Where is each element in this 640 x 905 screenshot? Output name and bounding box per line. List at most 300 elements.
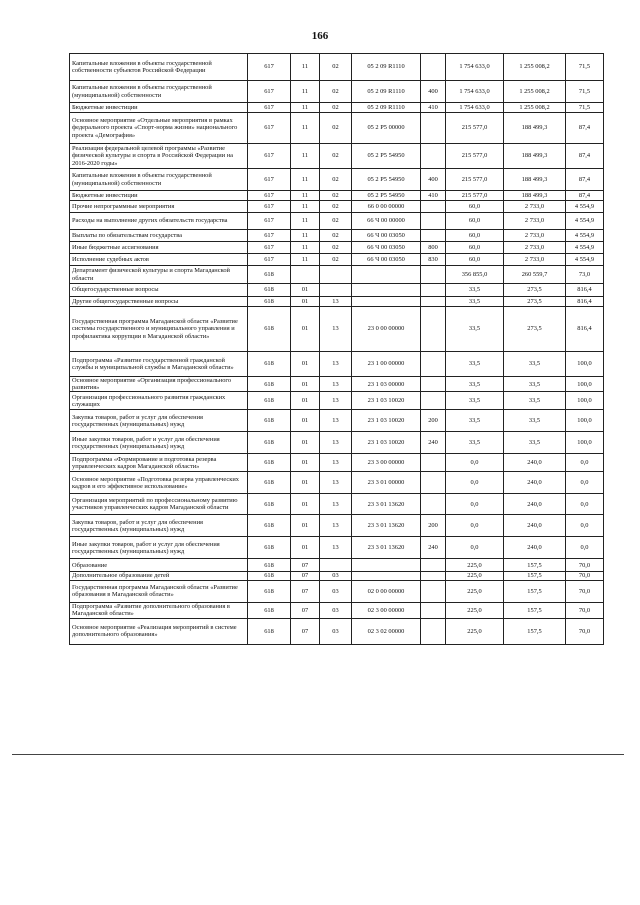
podrazdel-cell: 03	[320, 580, 352, 602]
actual-amount-cell: 1 255 008,2	[504, 81, 566, 103]
table-row	[70, 266, 604, 284]
vedomstvo-cell: 617	[248, 242, 291, 254]
table-row	[70, 472, 604, 494]
vedomstvo-cell: 618	[248, 515, 291, 537]
table-row	[70, 307, 604, 352]
percent-cell: 816,4	[566, 284, 604, 297]
row-name-cell: Бюджетные инвестиции	[70, 191, 248, 201]
podrazdel-cell: 02	[320, 191, 352, 201]
target-article-cell: 23 1 00 00000	[352, 352, 421, 377]
plan-amount-cell: 33,5	[446, 432, 504, 454]
percent-cell: 4 554,9	[566, 242, 604, 254]
razdel-cell: 11	[291, 144, 320, 169]
table-row	[70, 580, 604, 602]
table-row	[70, 410, 604, 432]
target-article-cell: 23 3 01 13620	[352, 515, 421, 537]
target-article-cell: 66 0 00 00000	[352, 201, 421, 213]
row-name-cell: Выплаты по обязательствам государства	[70, 230, 248, 242]
table-row	[70, 144, 604, 169]
table-row	[70, 559, 604, 572]
expense-type-cell: 400	[421, 169, 446, 191]
actual-amount-cell: 2 733,0	[504, 201, 566, 213]
target-article-cell: 02 3 00 00000	[352, 602, 421, 618]
row-name-cell: Дополнительное образование детей	[70, 572, 248, 580]
actual-amount-cell: 2 733,0	[504, 213, 566, 230]
plan-amount-cell: 0,0	[446, 515, 504, 537]
actual-amount-cell: 33,5	[504, 392, 566, 410]
actual-amount-cell: 33,5	[504, 352, 566, 377]
percent-cell: 100,0	[566, 432, 604, 454]
podrazdel-cell: 03	[320, 602, 352, 618]
vedomstvo-cell: 618	[248, 432, 291, 454]
row-name-cell: Другие общегосударственные вопросы	[70, 297, 248, 307]
expense-type-cell: 410	[421, 191, 446, 201]
actual-amount-cell: 2 733,0	[504, 230, 566, 242]
percent-cell: 87,4	[566, 169, 604, 191]
actual-amount-cell: 157,5	[504, 572, 566, 580]
target-article-cell: 05 2 P5 54950	[352, 144, 421, 169]
podrazdel-cell: 02	[320, 81, 352, 103]
podrazdel-cell: 13	[320, 307, 352, 352]
podrazdel-cell: 02	[320, 230, 352, 242]
target-article-cell: 05 2 09 R1110	[352, 81, 421, 103]
podrazdel-cell: 03	[320, 572, 352, 580]
plan-amount-cell: 356 855,0	[446, 266, 504, 284]
percent-cell: 70,0	[566, 572, 604, 580]
actual-amount-cell: 2 733,0	[504, 242, 566, 254]
actual-amount-cell: 240,0	[504, 537, 566, 559]
razdel-cell: 01	[291, 392, 320, 410]
plan-amount-cell: 225,0	[446, 618, 504, 644]
expense-type-cell	[421, 213, 446, 230]
vedomstvo-cell: 618	[248, 618, 291, 644]
actual-amount-cell: 188 499,3	[504, 169, 566, 191]
expense-type-cell	[421, 618, 446, 644]
table-row	[70, 377, 604, 392]
razdel-cell: 11	[291, 54, 320, 81]
actual-amount-cell: 1 255 008,2	[504, 103, 566, 113]
actual-amount-cell: 188 499,3	[504, 113, 566, 144]
expense-type-cell	[421, 230, 446, 242]
row-name-cell: Государственная программа Магаданской области «Развитие системы государственного и муниципального управления и профилактика коррупции в Магаданской области»	[70, 307, 248, 352]
plan-amount-cell: 60,0	[446, 201, 504, 213]
podrazdel-cell: 02	[320, 54, 352, 81]
actual-amount-cell: 273,5	[504, 284, 566, 297]
vedomstvo-cell: 617	[248, 113, 291, 144]
vedomstvo-cell: 618	[248, 494, 291, 515]
podrazdel-cell: 13	[320, 432, 352, 454]
percent-cell: 70,0	[566, 580, 604, 602]
target-article-cell: 66 Ч 00 00000	[352, 213, 421, 230]
actual-amount-cell: 240,0	[504, 494, 566, 515]
percent-cell: 0,0	[566, 537, 604, 559]
expense-type-cell: 400	[421, 81, 446, 103]
actual-amount-cell: 188 499,3	[504, 191, 566, 201]
actual-amount-cell: 33,5	[504, 432, 566, 454]
table-row	[70, 284, 604, 297]
expense-type-cell	[421, 580, 446, 602]
podrazdel-cell: 02	[320, 113, 352, 144]
plan-amount-cell: 225,0	[446, 580, 504, 602]
expense-type-cell	[421, 454, 446, 472]
row-name-cell: Организация мероприятий по профессиональному развитию участников управленческих кадров Магаданской области	[70, 494, 248, 515]
table-row	[70, 242, 604, 254]
razdel-cell: 11	[291, 103, 320, 113]
percent-cell: 100,0	[566, 352, 604, 377]
target-article-cell	[352, 266, 421, 284]
expense-type-cell	[421, 377, 446, 392]
percent-cell: 0,0	[566, 454, 604, 472]
plan-amount-cell: 60,0	[446, 230, 504, 242]
table-row	[70, 191, 604, 201]
percent-cell: 816,4	[566, 297, 604, 307]
actual-amount-cell: 188 499,3	[504, 144, 566, 169]
plan-amount-cell: 0,0	[446, 494, 504, 515]
row-name-cell: Капитальные вложения в объекты государственной собственности субъектов Российской Федерации	[70, 54, 248, 81]
razdel-cell: 01	[291, 472, 320, 494]
podrazdel-cell: 02	[320, 242, 352, 254]
percent-cell: 71,5	[566, 54, 604, 81]
expense-type-cell	[421, 472, 446, 494]
razdel-cell: 11	[291, 242, 320, 254]
expense-type-cell	[421, 113, 446, 144]
actual-amount-cell: 260 559,7	[504, 266, 566, 284]
vedomstvo-cell: 617	[248, 254, 291, 266]
expense-type-cell: 200	[421, 515, 446, 537]
actual-amount-cell: 33,5	[504, 377, 566, 392]
expense-type-cell: 800	[421, 242, 446, 254]
vedomstvo-cell: 617	[248, 103, 291, 113]
percent-cell: 87,4	[566, 144, 604, 169]
plan-amount-cell: 215 577,0	[446, 191, 504, 201]
percent-cell: 73,0	[566, 266, 604, 284]
podrazdel-cell	[320, 284, 352, 297]
row-name-cell: Основное мероприятие «Подготовка резерва управленческих кадров и его эффективное использование»	[70, 472, 248, 494]
expense-type-cell: 830	[421, 254, 446, 266]
table-row	[70, 432, 604, 454]
razdel-cell: 01	[291, 284, 320, 297]
plan-amount-cell: 60,0	[446, 213, 504, 230]
expense-type-cell: 240	[421, 432, 446, 454]
vedomstvo-cell: 618	[248, 410, 291, 432]
expense-type-cell	[421, 559, 446, 572]
plan-amount-cell: 225,0	[446, 572, 504, 580]
expense-type-cell: 200	[421, 410, 446, 432]
vedomstvo-cell: 618	[248, 352, 291, 377]
razdel-cell: 11	[291, 230, 320, 242]
percent-cell: 100,0	[566, 377, 604, 392]
target-article-cell: 05 2 09 R1110	[352, 54, 421, 81]
table-row	[70, 103, 604, 113]
vedomstvo-cell: 618	[248, 559, 291, 572]
row-name-cell: Капитальные вложения в объекты государственной (муниципальной) собственности	[70, 169, 248, 191]
podrazdel-cell	[320, 559, 352, 572]
razdel-cell: 01	[291, 410, 320, 432]
plan-amount-cell: 33,5	[446, 377, 504, 392]
plan-amount-cell: 225,0	[446, 602, 504, 618]
razdel-cell: 07	[291, 572, 320, 580]
table-row	[70, 81, 604, 103]
actual-amount-cell: 157,5	[504, 618, 566, 644]
razdel-cell: 11	[291, 113, 320, 144]
razdel-cell: 07	[291, 559, 320, 572]
podrazdel-cell: 13	[320, 297, 352, 307]
razdel-cell: 01	[291, 377, 320, 392]
target-article-cell: 05 2 P5 00000	[352, 113, 421, 144]
table-row	[70, 352, 604, 377]
table-row	[70, 169, 604, 191]
razdel-cell: 01	[291, 432, 320, 454]
target-article-cell: 23 3 00 00000	[352, 454, 421, 472]
plan-amount-cell: 215 577,0	[446, 144, 504, 169]
plan-amount-cell: 33,5	[446, 307, 504, 352]
table-row	[70, 113, 604, 144]
podrazdel-cell: 13	[320, 410, 352, 432]
page-number: 166	[311, 30, 329, 42]
podrazdel-cell: 13	[320, 392, 352, 410]
actual-amount-cell: 157,5	[504, 559, 566, 572]
vedomstvo-cell: 618	[248, 454, 291, 472]
vedomstvo-cell: 618	[248, 297, 291, 307]
vedomstvo-cell: 618	[248, 284, 291, 297]
row-name-cell: Иные закупки товаров, работ и услуг для обеспечения государственных (муниципальных) нужд	[70, 537, 248, 559]
row-name-cell: Расходы на выполнение других обязательств государства	[70, 213, 248, 230]
razdel-cell: 11	[291, 191, 320, 201]
razdel-cell: 07	[291, 580, 320, 602]
target-article-cell: 23 1 03 10020	[352, 410, 421, 432]
plan-amount-cell: 225,0	[446, 559, 504, 572]
razdel-cell: 01	[291, 352, 320, 377]
vedomstvo-cell: 617	[248, 144, 291, 169]
row-name-cell: Исполнение судебных актов	[70, 254, 248, 266]
plan-amount-cell: 215 577,0	[446, 113, 504, 144]
vedomstvo-cell: 618	[248, 537, 291, 559]
plan-amount-cell: 1 754 633,0	[446, 81, 504, 103]
razdel-cell: 11	[291, 169, 320, 191]
razdel-cell: 01	[291, 515, 320, 537]
percent-cell: 71,5	[566, 81, 604, 103]
vedomstvo-cell: 617	[248, 201, 291, 213]
percent-cell: 70,0	[566, 559, 604, 572]
actual-amount-cell: 157,5	[504, 580, 566, 602]
plan-amount-cell: 60,0	[446, 254, 504, 266]
plan-amount-cell: 0,0	[446, 537, 504, 559]
budget-table	[69, 53, 604, 645]
plan-amount-cell: 1 754 633,0	[446, 103, 504, 113]
razdel-cell: 01	[291, 537, 320, 559]
vedomstvo-cell: 618	[248, 392, 291, 410]
target-article-cell	[352, 572, 421, 580]
row-name-cell: Основное мероприятие «Реализация мероприятий в системе дополнительного образования»	[70, 618, 248, 644]
target-article-cell: 23 3 01 13620	[352, 537, 421, 559]
razdel-cell: 01	[291, 297, 320, 307]
percent-cell: 100,0	[566, 392, 604, 410]
row-name-cell: Закупка товаров, работ и услуг для обеспечения государственных (муниципальных) нужд	[70, 410, 248, 432]
percent-cell: 0,0	[566, 494, 604, 515]
row-name-cell: Основное мероприятие «Организация профессионального развития»	[70, 377, 248, 392]
actual-amount-cell: 240,0	[504, 515, 566, 537]
vedomstvo-cell: 617	[248, 230, 291, 242]
target-article-cell: 02 0 00 00000	[352, 580, 421, 602]
row-name-cell: Организация профессионального развития гражданских служащих	[70, 392, 248, 410]
actual-amount-cell: 2 733,0	[504, 254, 566, 266]
podrazdel-cell: 03	[320, 618, 352, 644]
budget-table-body	[70, 54, 604, 645]
podrazdel-cell: 13	[320, 352, 352, 377]
footer-divider	[12, 754, 624, 755]
percent-cell: 4 554,9	[566, 254, 604, 266]
target-article-cell: 05 2 P5 54950	[352, 191, 421, 201]
row-name-cell: Капитальные вложения в объекты государственной (муниципальной) собственности	[70, 81, 248, 103]
razdel-cell: 11	[291, 81, 320, 103]
expense-type-cell	[421, 284, 446, 297]
podrazdel-cell: 13	[320, 515, 352, 537]
expense-type-cell	[421, 297, 446, 307]
row-name-cell: Закупка товаров, работ и услуг для обеспечения государственных (муниципальных) нужд	[70, 515, 248, 537]
expense-type-cell	[421, 201, 446, 213]
vedomstvo-cell: 618	[248, 377, 291, 392]
razdel-cell: 01	[291, 494, 320, 515]
vedomstvo-cell: 618	[248, 580, 291, 602]
target-article-cell: 23 3 01 00000	[352, 472, 421, 494]
podrazdel-cell: 02	[320, 144, 352, 169]
podrazdel-cell: 02	[320, 103, 352, 113]
razdel-cell: 11	[291, 254, 320, 266]
target-article-cell: 02 3 02 00000	[352, 618, 421, 644]
plan-amount-cell: 215 577,0	[446, 169, 504, 191]
actual-amount-cell: 240,0	[504, 454, 566, 472]
expense-type-cell	[421, 144, 446, 169]
row-name-cell: Реализация федеральной целевой программы «Развитие физической культуры и спорта в Российской Федерации на 2016-2020 годы»	[70, 144, 248, 169]
row-name-cell: Иные закупки товаров, работ и услуг для обеспечения государственных (муниципальных) нужд	[70, 432, 248, 454]
razdel-cell	[291, 266, 320, 284]
table-row	[70, 618, 604, 644]
actual-amount-cell: 33,5	[504, 410, 566, 432]
expense-type-cell	[421, 352, 446, 377]
actual-amount-cell: 240,0	[504, 472, 566, 494]
percent-cell: 70,0	[566, 602, 604, 618]
vedomstvo-cell: 618	[248, 266, 291, 284]
row-name-cell: Государственная программа Магаданской области «Развитие образования в Магаданской области»	[70, 580, 248, 602]
row-name-cell: Подпрограмма «Развитие дополнительного образования в Магаданской области»	[70, 602, 248, 618]
percent-cell: 4 554,9	[566, 213, 604, 230]
percent-cell: 4 554,9	[566, 230, 604, 242]
expense-type-cell	[421, 266, 446, 284]
percent-cell: 70,0	[566, 618, 604, 644]
vedomstvo-cell: 617	[248, 54, 291, 81]
table-row	[70, 297, 604, 307]
plan-amount-cell: 0,0	[446, 472, 504, 494]
podrazdel-cell: 02	[320, 169, 352, 191]
razdel-cell: 07	[291, 602, 320, 618]
row-name-cell: Образование	[70, 559, 248, 572]
table-row	[70, 602, 604, 618]
vedomstvo-cell: 618	[248, 307, 291, 352]
podrazdel-cell: 13	[320, 472, 352, 494]
target-article-cell: 66 Ч 00 03050	[352, 254, 421, 266]
podrazdel-cell	[320, 266, 352, 284]
percent-cell: 0,0	[566, 515, 604, 537]
podrazdel-cell: 02	[320, 201, 352, 213]
target-article-cell: 05 2 P5 54950	[352, 169, 421, 191]
percent-cell: 816,4	[566, 307, 604, 352]
podrazdel-cell: 02	[320, 213, 352, 230]
table-row	[70, 230, 604, 242]
row-name-cell: Подпрограмма «Формирование и подготовка резерва управленческих кадров Магаданской области»	[70, 454, 248, 472]
expense-type-cell	[421, 494, 446, 515]
expense-type-cell	[421, 602, 446, 618]
table-row	[70, 572, 604, 580]
expense-type-cell: 410	[421, 103, 446, 113]
plan-amount-cell: 33,5	[446, 410, 504, 432]
podrazdel-cell: 13	[320, 494, 352, 515]
target-article-cell	[352, 297, 421, 307]
row-name-cell: Департамент физической культуры и спорта Магаданской области	[70, 266, 248, 284]
row-name-cell: Бюджетные инвестиции	[70, 103, 248, 113]
vedomstvo-cell: 618	[248, 472, 291, 494]
razdel-cell: 01	[291, 454, 320, 472]
row-name-cell: Основное мероприятие «Отдельные мероприятия в рамках федерального проекта «Спорт-норма жизни» национального проекта «Демография»	[70, 113, 248, 144]
percent-cell: 87,4	[566, 113, 604, 144]
expense-type-cell	[421, 572, 446, 580]
expense-type-cell	[421, 307, 446, 352]
row-name-cell: Прочие непрограммные мероприятия	[70, 201, 248, 213]
table-row	[70, 54, 604, 81]
plan-amount-cell: 33,5	[446, 352, 504, 377]
plan-amount-cell: 33,5	[446, 297, 504, 307]
razdel-cell: 11	[291, 213, 320, 230]
target-article-cell: 23 3 01 13620	[352, 494, 421, 515]
plan-amount-cell: 33,5	[446, 392, 504, 410]
percent-cell: 87,4	[566, 191, 604, 201]
podrazdel-cell: 13	[320, 537, 352, 559]
expense-type-cell	[421, 54, 446, 81]
expense-type-cell	[421, 392, 446, 410]
expense-type-cell: 240	[421, 537, 446, 559]
razdel-cell: 11	[291, 201, 320, 213]
target-article-cell: 23 0 00 00000	[352, 307, 421, 352]
vedomstvo-cell: 617	[248, 213, 291, 230]
vedomstvo-cell: 618	[248, 572, 291, 580]
target-article-cell	[352, 284, 421, 297]
table-row	[70, 201, 604, 213]
percent-cell: 71,5	[566, 103, 604, 113]
table-row	[70, 254, 604, 266]
target-article-cell	[352, 559, 421, 572]
target-article-cell: 05 2 09 R1110	[352, 103, 421, 113]
percent-cell: 4 554,9	[566, 201, 604, 213]
actual-amount-cell: 273,5	[504, 297, 566, 307]
plan-amount-cell: 1 754 633,0	[446, 54, 504, 81]
target-article-cell: 66 Ч 00 03050	[352, 230, 421, 242]
vedomstvo-cell: 618	[248, 602, 291, 618]
table-row	[70, 515, 604, 537]
actual-amount-cell: 273,5	[504, 307, 566, 352]
row-name-cell: Подпрограмма «Развитие государственной гражданской службы и муниципальной службы в Магаданской области»	[70, 352, 248, 377]
razdel-cell: 01	[291, 307, 320, 352]
table-row	[70, 494, 604, 515]
row-name-cell: Общегосударственные вопросы	[70, 284, 248, 297]
vedomstvo-cell: 617	[248, 191, 291, 201]
podrazdel-cell: 13	[320, 377, 352, 392]
target-article-cell: 66 Ч 00 03050	[352, 242, 421, 254]
percent-cell: 0,0	[566, 472, 604, 494]
table-row	[70, 454, 604, 472]
actual-amount-cell: 1 255 008,2	[504, 54, 566, 81]
table-row	[70, 392, 604, 410]
podrazdel-cell: 02	[320, 254, 352, 266]
target-article-cell: 23 1 03 00000	[352, 377, 421, 392]
